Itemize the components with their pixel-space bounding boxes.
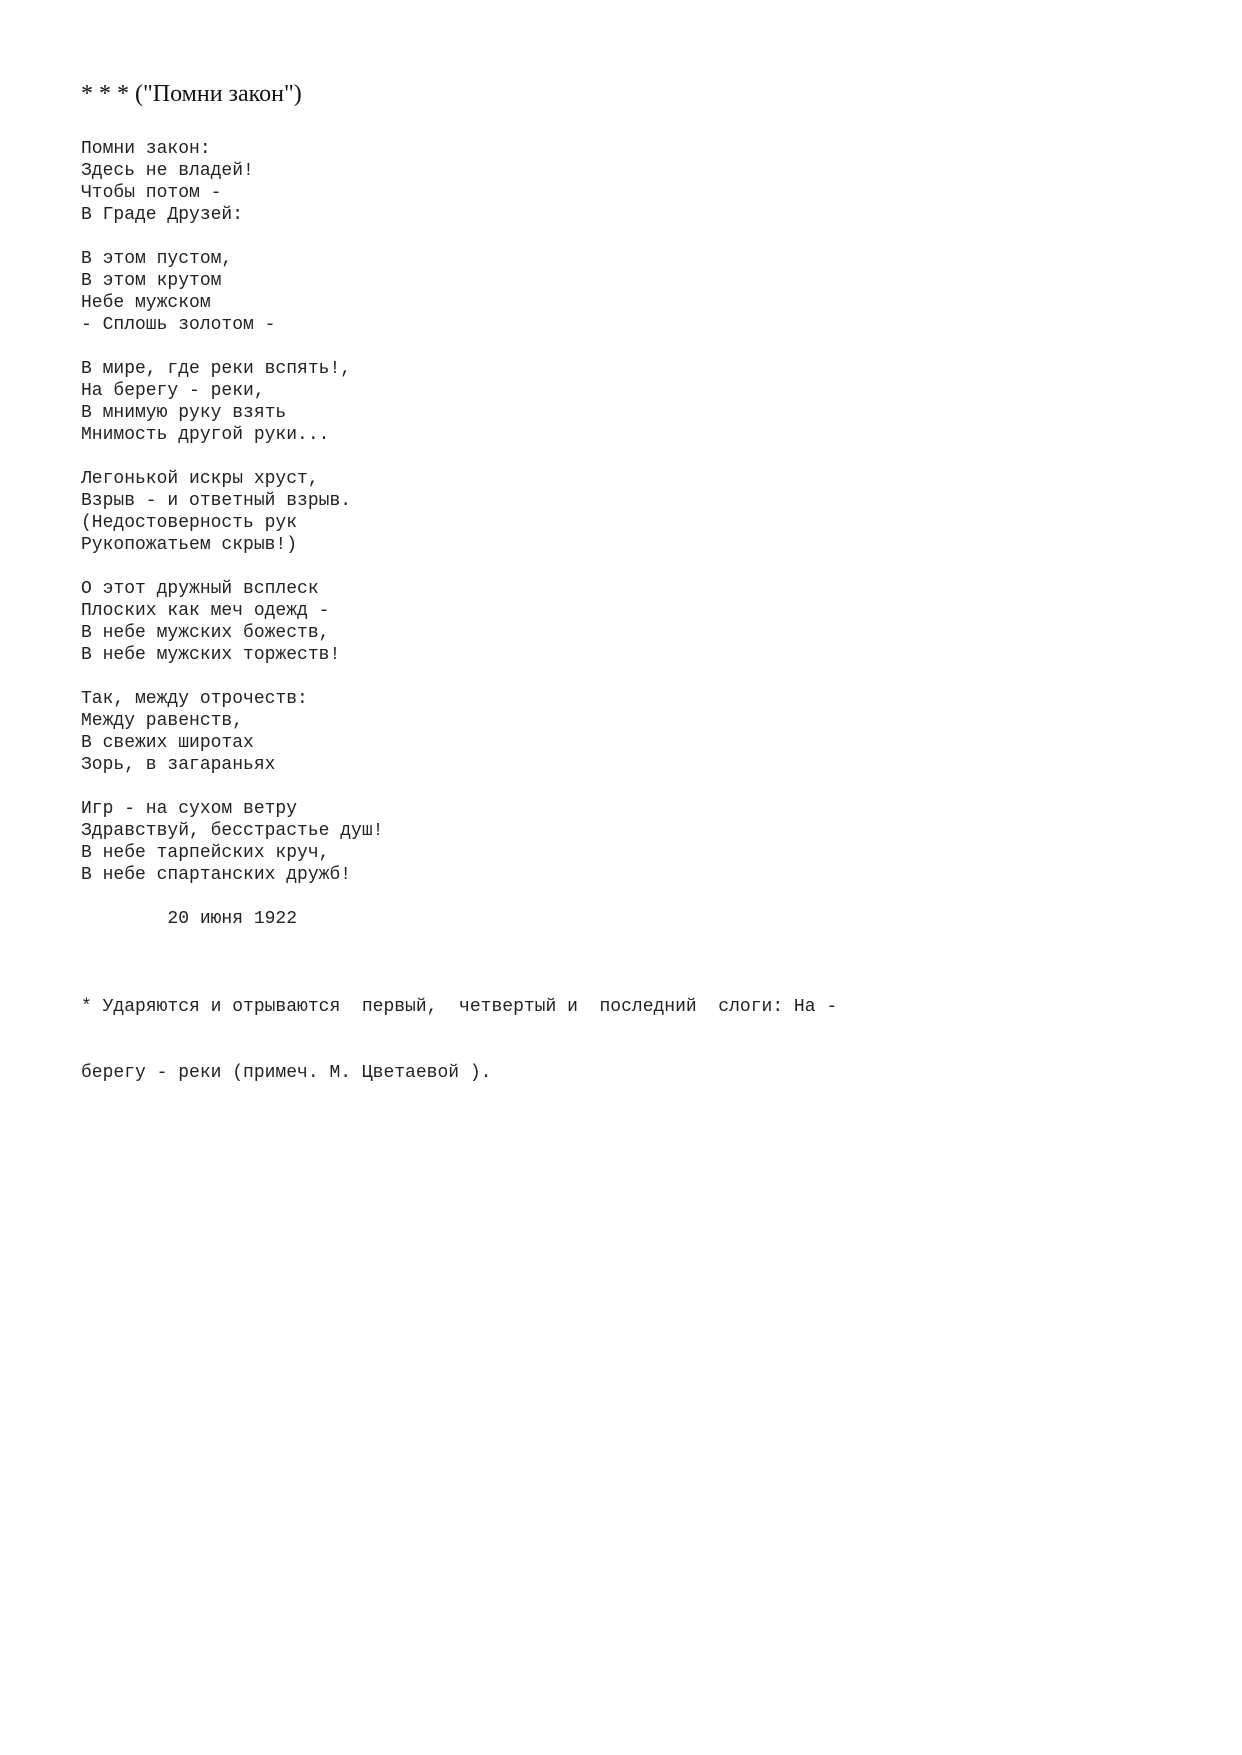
poem-line: Здравствуй, бесстрастье душ! xyxy=(81,821,384,841)
poem-line: В небе спартанских дружб! xyxy=(81,865,352,885)
poem-line: В свежих широтах xyxy=(81,733,254,753)
poem-line: Помни закон: xyxy=(81,139,211,159)
poem-line: - Сплошь золотом - xyxy=(81,315,276,335)
stanza xyxy=(81,468,1181,556)
poem-date: 20 июня 1922 xyxy=(81,909,298,929)
poem-line: Небе мужском xyxy=(81,293,211,313)
poem-line: В мире, где реки вспять!, xyxy=(81,359,352,379)
poem-line: В этом крутом xyxy=(81,271,222,291)
footnote xyxy=(81,952,1181,1128)
poem-title: * * * ("Помни закон") xyxy=(81,81,302,107)
poem-line: (Недостоверность рук xyxy=(81,513,298,533)
stanza xyxy=(81,688,1181,776)
poem-line: Зорь, в загараньях xyxy=(81,755,276,775)
footnote-line: * Ударяются и отрываются первый, четвертый и последний слоги: На - xyxy=(81,997,838,1017)
stanza xyxy=(81,358,1181,446)
poem-line: На берегу - реки, xyxy=(81,381,265,401)
stanza xyxy=(81,248,1181,336)
poem-line: Чтобы потом - xyxy=(81,183,222,203)
stanza xyxy=(81,138,1181,226)
poem-line: Так, между отрочеств: xyxy=(81,689,308,709)
poem-line: О этот дружный всплеск xyxy=(81,579,319,599)
poem-line: В небе тарпейских круч, xyxy=(81,843,330,863)
stanza xyxy=(81,578,1181,666)
poem-line: Мнимость другой руки... xyxy=(81,425,330,445)
stanza xyxy=(81,798,1181,886)
poem-body xyxy=(81,138,1181,1128)
poem-line: В Граде Друзей: xyxy=(81,205,244,225)
poem-line: Рукопожатьем скрыв!) xyxy=(81,535,298,555)
poem-line: Плоских как меч одежд - xyxy=(81,601,330,621)
poem-line: В мнимую руку взять xyxy=(81,403,287,423)
poem-line: Игр - на сухом ветру xyxy=(81,799,298,819)
poem-line: Между равенств, xyxy=(81,711,244,731)
poem-line: В небе мужских божеств, xyxy=(81,623,330,643)
poem-line: В небе мужских торжеств! xyxy=(81,645,341,665)
footnote-line: берегу - реки (примеч. М. Цветаевой ). xyxy=(81,1063,492,1083)
poem-line: Легонькой искры хруст, xyxy=(81,469,319,489)
poem-line: Взрыв - и ответный взрыв. xyxy=(81,491,352,511)
poem-line: В этом пустом, xyxy=(81,249,233,269)
poem-line: Здесь не владей! xyxy=(81,161,254,181)
